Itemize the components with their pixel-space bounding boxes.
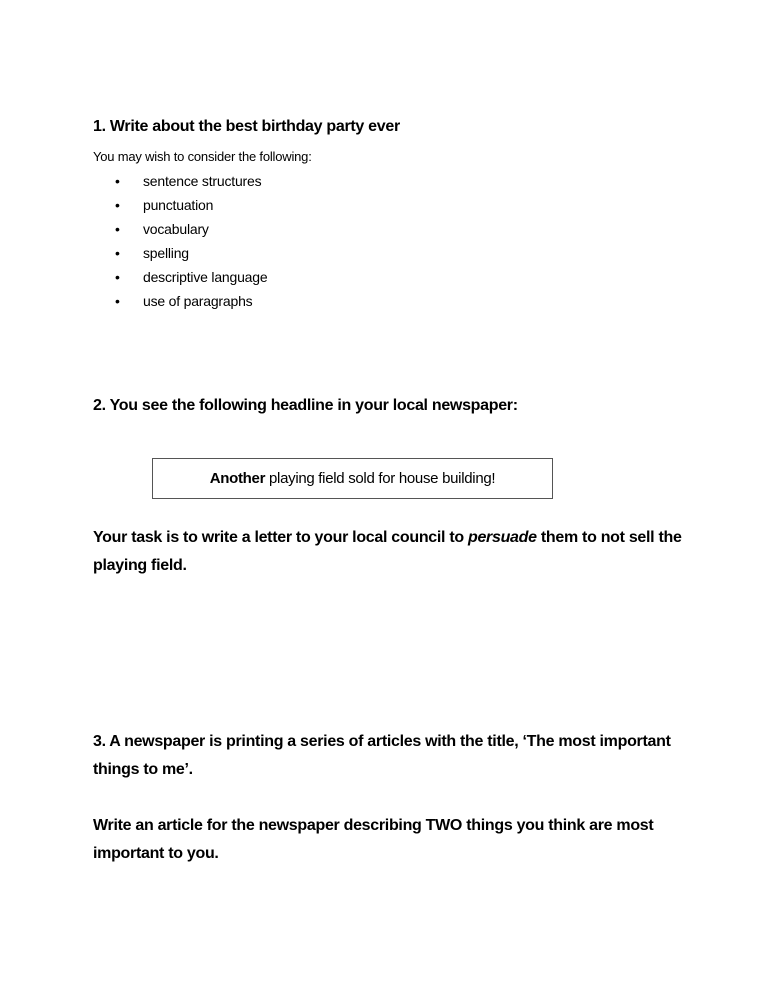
list-item: • punctuation xyxy=(93,193,693,217)
consideration-list xyxy=(93,169,693,313)
bullet-icon: • xyxy=(115,293,120,309)
task-emphasis: persuade xyxy=(467,529,537,546)
newspaper-headline-box xyxy=(152,458,553,499)
list-item: • use of paragraphs xyxy=(93,289,693,313)
headline-bold: Another xyxy=(209,470,266,487)
bullet-icon: • xyxy=(115,245,120,261)
bullet-icon: • xyxy=(115,269,120,285)
task-text: Your task is to write a letter to your local council to xyxy=(93,529,468,546)
list-item: • spelling xyxy=(93,241,693,265)
list-item: • descriptive language xyxy=(93,265,693,289)
headline-text: playing field sold for house building! xyxy=(265,470,496,487)
question-3-task: Write an article for the newspaper describing TWO things you think are most important to you. xyxy=(93,817,654,862)
question-3-heading: 3. A newspaper is printing a series of articles with the title, ‘The most important things to me’. xyxy=(93,733,671,778)
list-item: • vocabulary xyxy=(93,217,693,241)
list-item: • sentence structures xyxy=(93,169,693,193)
question-1-intro: You may wish to consider the following: xyxy=(93,149,312,164)
bullet-icon: • xyxy=(115,173,120,189)
task-text: them to not sell the playing field. xyxy=(93,529,682,574)
bullet-icon: • xyxy=(115,197,120,213)
question-2-task xyxy=(93,524,683,580)
bullet-icon: • xyxy=(115,221,120,237)
question-1-heading: 1. Write about the best birthday party ever xyxy=(93,118,400,135)
question-2-heading: 2. You see the following headline in your local newspaper: xyxy=(93,397,518,414)
